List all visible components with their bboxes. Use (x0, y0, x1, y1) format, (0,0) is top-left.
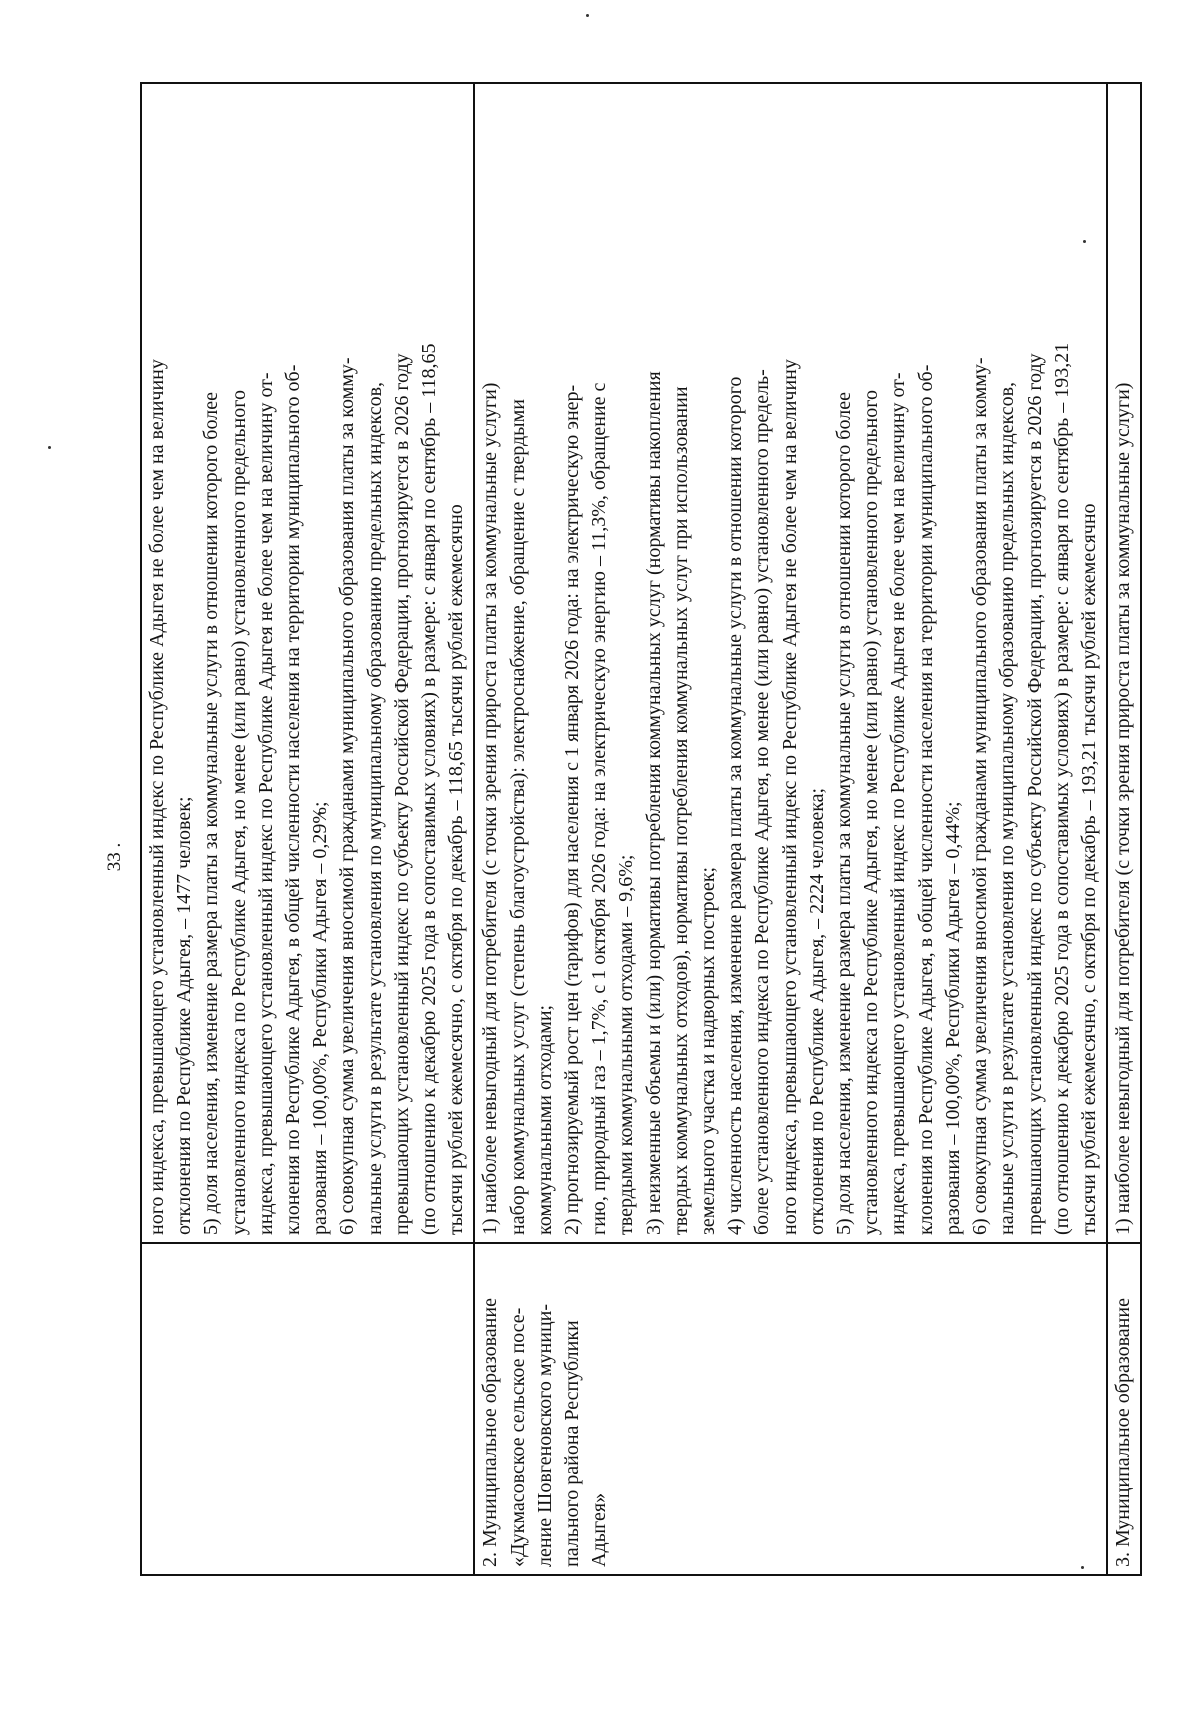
description-line: разования – 100,00%, Республики Адыгея – 0,44%; (941, 801, 964, 1235)
description-line: набор коммунальных услуг (степень благоустройства): электроснабжение, обращение с твердыми (506, 399, 529, 1235)
municipality-name-cell (474, 1243, 1107, 1575)
description-line: тысячи рублей ежемесячно, с октября по декабрь – 193,21 тысячи рублей ежемесячно (1077, 503, 1100, 1235)
index-description-cell (1107, 83, 1141, 1243)
description-line: превышающих установленный индекс по субъекту Российской Федерации, прогнозируется в 2026 году (1023, 353, 1046, 1235)
description-line: 5) доля населения, изменение размера платы за коммунальные услуги в отношении которого более (833, 392, 856, 1235)
description-line: 2) прогнозируемый рост цен (тарифов) для населения с 1 января 2026 года: на электрическую энер- (561, 384, 584, 1235)
municipality-name-line: 2. Муниципальное образование (479, 1298, 502, 1567)
municipal-index-table (140, 82, 1142, 1576)
description-line: 3) неизменные объемы и (или) нормативы потребления коммунальных услуг (нормативы накопления (642, 371, 665, 1235)
description-line: 1) наиболее невыгодный для потребителя (с точки зрения прироста платы за коммунальные услуги) (1112, 382, 1135, 1235)
description-line: установленного индекса по Республике Адыгея, но менее (или равно) установленного предельного (860, 390, 883, 1235)
description-line: (по отношению к декабрю 2025 года в сопоставимых условиях) в размере: с января по сентябрь – 118,65 (418, 343, 441, 1235)
municipality-name-line: 3. Муниципальное образование (1112, 1298, 1135, 1567)
page-number: 33 . (104, 842, 125, 872)
description-line: 5) доля населения, изменение размера платы за коммунальные услуги в отношении которого более (200, 392, 223, 1235)
index-description-cell (141, 83, 474, 1243)
description-line: более установленного индекса по Республике Адыгея, но менее (или равно) установленного предель- (751, 369, 774, 1235)
description-line: (по отношению к декабрю 2025 года в сопоставимых условиях) в размере: с января по сентябрь – 193,21 (1050, 342, 1073, 1235)
description-line: индекса, превышающего установленный индекс по Республике Адыгея не более чем на величину от- (254, 372, 277, 1235)
description-line: нальные услуги в результате установления по муниципальному образованию предельных индексов, (996, 381, 1019, 1235)
rotated-table-container (140, 116, 1135, 1576)
municipality-name-line: пального района Республики (561, 1320, 584, 1567)
municipality-name-cell (141, 1243, 474, 1575)
scan-speck (586, 14, 589, 17)
description-line: клонения по Республике Адыгея, в общей численности населения на территории муниципального об- (914, 364, 937, 1235)
description-line: отклонения по Республике Адыгея, – 2224 человека; (805, 787, 828, 1235)
description-line: 6) совокупная сумма увеличения вносимой гражданами муниципального образования платы за комму- (969, 357, 992, 1235)
description-line: отклонения по Республике Адыгея, – 1477 человек; (173, 796, 196, 1235)
description-line: земельного участка и надворных построек; (697, 866, 720, 1235)
description-line: разования – 100,00%, Республики Адыгея – 0,29%; (309, 801, 332, 1235)
municipality-name-line: ление Шовгеновского муници- (533, 1303, 556, 1567)
description-line: ного индекса, превышающего установленный индекс по Республике Адыгея не более чем на величину (778, 359, 801, 1235)
description-line: твердыми коммунальными отходами – 9,6%; (615, 854, 638, 1235)
table-row (1107, 83, 1141, 1575)
municipality-name-cell (1107, 1243, 1141, 1575)
description-line: нальные услуги в результате установления по муниципальному образованию предельных индексов, (363, 381, 386, 1235)
description-line: гию, природный газ – 1,7%, с 1 октября 2026 года: на электрическую энергию – 11,3%, обращение с (588, 382, 611, 1235)
description-line: 4) численность населения, изменение размера платы за коммунальные услуги в отношении которого (724, 376, 747, 1235)
description-line: индекса, превышающего установленный индекс по Республике Адыгея не более чем на величину от- (887, 372, 910, 1235)
description-line: 1) наиболее невыгодный для потребителя (с точки зрения прироста платы за коммунальные услуги) (479, 382, 502, 1235)
description-line: установленного индекса по Республике Адыгея, но менее (или равно) установленного предельного (227, 390, 250, 1235)
municipality-name-line: Адыгея» (588, 1492, 611, 1567)
description-line: тысячи рублей ежемесячно, с октября по декабрь – 118,65 тысячи рублей ежемесячно (445, 504, 468, 1235)
description-line: 6) совокупная сумма увеличения вносимой гражданами муниципального образования платы за комму- (336, 357, 359, 1235)
scan-speck (48, 446, 51, 449)
description-line: коммунальными отходами; (533, 1004, 556, 1235)
table-row (141, 83, 474, 1575)
description-line: ного индекса, превышающего установленный индекс по Республике Адыгея не более чем на величину (146, 359, 168, 1235)
description-line: превышающих установленный индекс по субъекту Российской Федерации, прогнозируется в 2026 году (390, 353, 413, 1235)
description-line: клонения по Республике Адыгея, в общей численности населения на территории муниципального об- (282, 364, 305, 1235)
index-description-cell (474, 83, 1107, 1243)
description-line: твердых коммунальных отходов), нормативы потребления коммунальных услуг при использовании (669, 386, 692, 1235)
municipality-name-line: «Дукмасовское сельское посе- (506, 1307, 529, 1567)
table-row (474, 83, 1107, 1575)
